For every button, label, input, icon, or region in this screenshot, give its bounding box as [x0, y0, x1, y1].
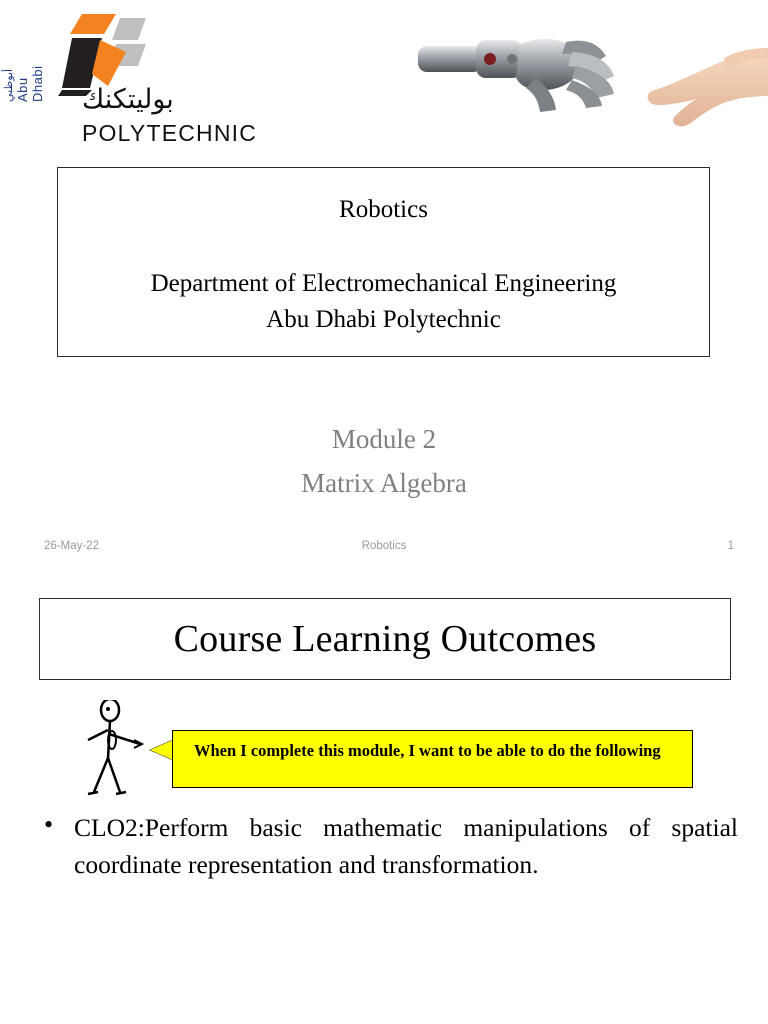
title-box — [57, 167, 710, 357]
footer-title: Robotics — [361, 540, 407, 552]
callout-text: When I complete this module, I want to be able to do the following — [194, 741, 661, 760]
course-name: Robotics — [339, 196, 428, 223]
callout-pointer — [150, 740, 173, 760]
stick-figure-icon — [78, 700, 148, 800]
slide-title: Course Learning Outcomes — [173, 618, 597, 660]
course-learning-outcomes-slide — [0, 580, 768, 1024]
module-number: Module 2 — [331, 424, 437, 454]
logo-arabic-name: بوليتكنك — [82, 84, 174, 115]
robot-hand-photo — [416, 18, 768, 133]
slide-title-box — [39, 598, 731, 680]
bullet-marker: • — [44, 810, 54, 839]
footer-page-number: 1 — [727, 540, 734, 552]
module-topic: Matrix Algebra — [301, 467, 467, 498]
department-name: Department of Electromechanical Engineering — [150, 270, 617, 297]
module-subtitle — [0, 418, 768, 505]
outcome-text: CLO2:Perform basic mathematic manipulations of spatial coordinate representation and transformation. — [74, 813, 738, 879]
logo-side-arabic: أبوظبي — [2, 68, 15, 102]
footer-date: 26-May-22 — [44, 540, 99, 552]
slide-footer — [0, 540, 768, 560]
outcome-list-item — [38, 810, 738, 883]
institution-name: Abu Dhabi Polytechnic — [266, 306, 501, 334]
logo-latin-name: POLYTECHNIC — [82, 120, 258, 146]
callout-box — [172, 730, 693, 788]
logo-side-latin: Abu Dhabi — [15, 65, 45, 102]
institution-logo — [2, 8, 258, 148]
